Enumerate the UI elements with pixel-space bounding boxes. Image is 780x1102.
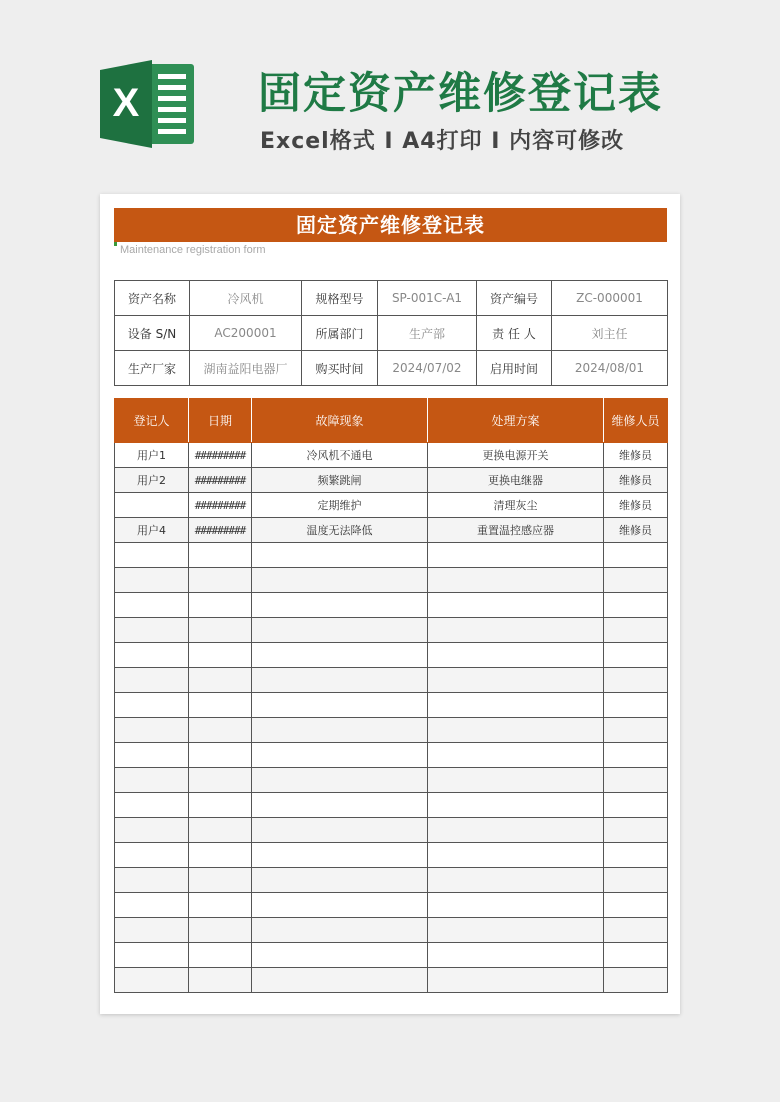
table-row — [115, 843, 668, 868]
table-cell[interactable] — [252, 668, 428, 693]
table-cell[interactable]: 重置温控感应器 — [428, 518, 604, 543]
table-cell[interactable] — [604, 618, 668, 643]
table-cell[interactable] — [189, 968, 252, 993]
logo-letter: X — [112, 81, 140, 125]
info-row — [115, 351, 668, 386]
column-header: 维修人员 — [604, 399, 668, 443]
table-row — [115, 543, 668, 568]
table-cell[interactable] — [252, 743, 428, 768]
table-cell[interactable] — [428, 743, 604, 768]
table-cell[interactable] — [115, 693, 189, 718]
table-cell[interactable] — [115, 568, 189, 593]
table-cell[interactable] — [115, 668, 189, 693]
table-cell[interactable]: 温度无法降低 — [252, 518, 428, 543]
table-row — [115, 668, 668, 693]
table-cell[interactable] — [252, 593, 428, 618]
banner-accent — [114, 242, 117, 246]
table-cell[interactable] — [189, 643, 252, 668]
table-cell[interactable] — [604, 593, 668, 618]
column-header: 故障现象 — [252, 399, 428, 443]
table-cell[interactable] — [428, 943, 604, 968]
table-cell[interactable] — [428, 618, 604, 643]
table-cell[interactable] — [428, 668, 604, 693]
table-row — [115, 468, 668, 493]
table-cell[interactable] — [189, 943, 252, 968]
table-cell[interactable] — [252, 893, 428, 918]
table-cell[interactable] — [115, 818, 189, 843]
table-cell[interactable]: 更换电继器 — [428, 468, 604, 493]
table-cell[interactable] — [189, 918, 252, 943]
info-label: 规格型号 — [302, 281, 378, 316]
table-cell[interactable] — [428, 818, 604, 843]
table-cell[interactable]: 用户1 — [115, 443, 189, 468]
table-cell[interactable] — [604, 843, 668, 868]
table-cell[interactable] — [189, 543, 252, 568]
info-label: 资产名称 — [115, 281, 190, 316]
table-cell[interactable] — [604, 943, 668, 968]
info-row — [115, 281, 668, 316]
table-cell[interactable] — [428, 643, 604, 668]
excel-logo-icon — [100, 58, 198, 150]
table-cell[interactable] — [189, 693, 252, 718]
table-cell[interactable]: 定期维护 — [252, 493, 428, 518]
table-cell[interactable] — [189, 868, 252, 893]
table-row — [115, 793, 668, 818]
maintenance-log-table — [114, 398, 668, 993]
table-cell[interactable] — [252, 718, 428, 743]
table-cell[interactable] — [252, 618, 428, 643]
table-row — [115, 743, 668, 768]
info-value[interactable]: 2024/07/02 — [378, 351, 477, 386]
column-header: 登记人 — [115, 399, 189, 443]
table-cell[interactable] — [115, 643, 189, 668]
table-cell[interactable] — [252, 793, 428, 818]
table-row — [115, 443, 668, 468]
page-subtitle: Excel格式 I A4打印 I 内容可修改 — [260, 129, 625, 154]
table-cell[interactable] — [115, 793, 189, 818]
table-header-row — [115, 399, 668, 443]
table-row — [115, 968, 668, 993]
table-cell[interactable] — [604, 968, 668, 993]
table-cell[interactable] — [604, 743, 668, 768]
table-row — [115, 893, 668, 918]
table-cell[interactable] — [252, 568, 428, 593]
table-cell[interactable] — [252, 843, 428, 868]
table-cell[interactable] — [428, 543, 604, 568]
table-row — [115, 593, 668, 618]
table-cell[interactable] — [189, 793, 252, 818]
table-cell[interactable]: 维修员 — [604, 493, 668, 518]
table-cell[interactable]: 用户4 — [115, 518, 189, 543]
table-cell[interactable] — [252, 818, 428, 843]
table-cell[interactable] — [252, 643, 428, 668]
info-value[interactable]: 冷风机 — [190, 281, 302, 316]
table-cell[interactable] — [115, 718, 189, 743]
table-cell[interactable]: 频繁跳闸 — [252, 468, 428, 493]
table-cell[interactable] — [115, 768, 189, 793]
table-row — [115, 718, 668, 743]
table-cell[interactable] — [604, 568, 668, 593]
table-row — [115, 518, 668, 543]
column-header: 日期 — [189, 399, 252, 443]
table-cell[interactable] — [252, 918, 428, 943]
table-cell[interactable] — [252, 943, 428, 968]
table-cell[interactable] — [428, 593, 604, 618]
table-cell[interactable] — [115, 493, 189, 518]
table-cell[interactable] — [428, 868, 604, 893]
sheet-subtitle-en: Maintenance registration form — [120, 244, 266, 256]
table-cell[interactable]: ######### — [189, 443, 252, 468]
info-value[interactable]: ZC-000001 — [552, 281, 668, 316]
table-cell[interactable] — [428, 768, 604, 793]
table-cell[interactable]: 用户2 — [115, 468, 189, 493]
table-cell[interactable]: 维修员 — [604, 468, 668, 493]
table-cell[interactable] — [604, 893, 668, 918]
table-row — [115, 943, 668, 968]
info-label: 生产厂家 — [115, 351, 190, 386]
info-label: 设备 S/N — [115, 316, 190, 351]
info-value[interactable]: 2024/08/01 — [552, 351, 668, 386]
asset-info-table — [114, 280, 668, 386]
table-cell[interactable] — [189, 818, 252, 843]
table-cell[interactable]: 维修员 — [604, 443, 668, 468]
table-row — [115, 768, 668, 793]
info-value[interactable]: SP-001C-A1 — [378, 281, 477, 316]
info-value[interactable]: 生产部 — [378, 316, 477, 351]
table-row — [115, 643, 668, 668]
table-cell[interactable]: ######### — [189, 468, 252, 493]
info-label: 责 任 人 — [477, 316, 552, 351]
table-cell[interactable] — [604, 543, 668, 568]
table-cell[interactable] — [604, 668, 668, 693]
table-cell[interactable] — [252, 543, 428, 568]
table-cell[interactable]: 更换电源开关 — [428, 443, 604, 468]
table-cell[interactable] — [189, 593, 252, 618]
table-row — [115, 693, 668, 718]
info-label: 所属部门 — [302, 316, 378, 351]
table-cell[interactable] — [428, 918, 604, 943]
table-cell[interactable] — [115, 893, 189, 918]
table-cell[interactable] — [189, 668, 252, 693]
table-cell[interactable] — [252, 968, 428, 993]
info-value[interactable]: 湖南益阳电器厂 — [190, 351, 302, 386]
column-header: 处理方案 — [428, 399, 604, 443]
sheet-banner-title: 固定资产维修登记表 — [114, 208, 667, 242]
table-cell[interactable] — [252, 868, 428, 893]
table-cell[interactable]: 维修员 — [604, 518, 668, 543]
table-cell[interactable] — [428, 718, 604, 743]
info-value[interactable]: AC200001 — [190, 316, 302, 351]
table-cell[interactable] — [115, 918, 189, 943]
table-cell[interactable] — [115, 618, 189, 643]
table-cell[interactable] — [189, 618, 252, 643]
document-sheet — [100, 194, 680, 1014]
table-cell[interactable] — [428, 843, 604, 868]
table-cell[interactable] — [115, 743, 189, 768]
table-cell[interactable] — [428, 968, 604, 993]
table-row — [115, 618, 668, 643]
table-cell[interactable] — [115, 843, 189, 868]
table-cell[interactable] — [189, 568, 252, 593]
table-cell[interactable] — [604, 643, 668, 668]
info-label: 启用时间 — [477, 351, 552, 386]
table-cell[interactable] — [115, 943, 189, 968]
table-cell[interactable] — [189, 768, 252, 793]
info-label: 资产编号 — [477, 281, 552, 316]
table-cell[interactable] — [189, 843, 252, 868]
table-cell[interactable] — [604, 868, 668, 893]
page-title: 固定资产维修登记表 — [258, 69, 663, 119]
table-cell[interactable]: ######### — [189, 518, 252, 543]
table-cell[interactable] — [115, 968, 189, 993]
table-cell[interactable] — [428, 793, 604, 818]
table-cell[interactable] — [428, 693, 604, 718]
table-cell[interactable]: ######### — [189, 493, 252, 518]
table-cell[interactable] — [115, 593, 189, 618]
table-cell[interactable] — [604, 693, 668, 718]
table-row — [115, 493, 668, 518]
info-value[interactable]: 刘主任 — [552, 316, 668, 351]
info-row — [115, 316, 668, 351]
table-cell[interactable] — [115, 868, 189, 893]
table-cell[interactable] — [252, 693, 428, 718]
table-row — [115, 568, 668, 593]
table-cell[interactable]: 清理灰尘 — [428, 493, 604, 518]
table-cell[interactable] — [428, 568, 604, 593]
table-cell[interactable]: 冷风机不通电 — [252, 443, 428, 468]
table-cell[interactable] — [189, 718, 252, 743]
table-cell[interactable] — [115, 543, 189, 568]
info-label: 购买时间 — [302, 351, 378, 386]
table-cell[interactable] — [604, 718, 668, 743]
table-row — [115, 818, 668, 843]
table-row — [115, 918, 668, 943]
table-cell[interactable] — [428, 893, 604, 918]
table-cell[interactable] — [604, 918, 668, 943]
table-cell[interactable] — [604, 793, 668, 818]
table-cell[interactable] — [604, 818, 668, 843]
table-cell[interactable] — [189, 893, 252, 918]
table-row — [115, 868, 668, 893]
table-cell[interactable] — [252, 768, 428, 793]
table-cell[interactable] — [189, 743, 252, 768]
table-cell[interactable] — [604, 768, 668, 793]
